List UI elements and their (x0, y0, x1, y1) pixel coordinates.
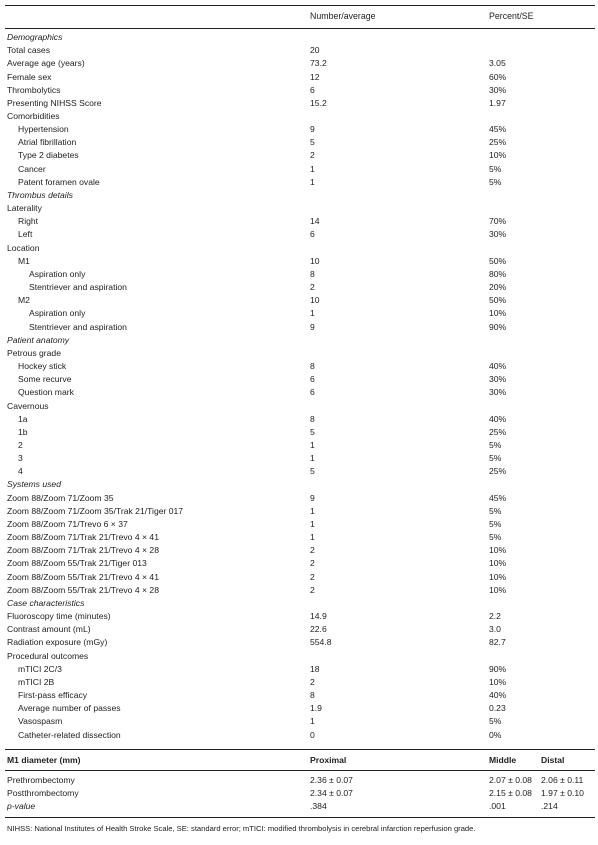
row-label: Presenting NIHSS Score (7, 97, 102, 108)
m1-header-label: M1 diameter (mm) (7, 755, 81, 765)
row-number: 1 (310, 176, 315, 187)
m1-row-middle: 2.07 ± 0.08 (489, 775, 532, 785)
row-number: 22.6 (310, 624, 327, 635)
section-title: Systems used (7, 479, 61, 490)
row-label: Zoom 88/Zoom 71/Zoom 35 (7, 492, 114, 503)
row-percent: 25% (489, 137, 507, 148)
row-label: 2 (18, 440, 23, 450)
table-top-rule (5, 5, 595, 6)
row-percent: 5% (489, 440, 502, 450)
row-percent: 20% (489, 282, 507, 292)
row-percent: 10% (489, 558, 507, 569)
row-percent: 30% (489, 387, 507, 398)
row-label: 4 (18, 466, 23, 477)
row-percent: 45% (489, 124, 507, 135)
row-number: 6 (310, 229, 315, 240)
row-percent: 5% (489, 163, 502, 174)
row-percent: 5% (489, 453, 502, 464)
row-label: Location (7, 242, 40, 253)
row-label: Zoom 88/Zoom 55/Trak 21/Trevo 4 × 41 (7, 571, 159, 582)
row-percent: 25% (489, 466, 507, 477)
row-percent: 30% (489, 84, 507, 95)
row-percent: 0.23 (489, 703, 506, 714)
row-number: 6 (310, 387, 315, 398)
row-label: Cavernous (7, 400, 49, 411)
row-number: 1 (310, 518, 315, 529)
row-label: Procedural outcomes (7, 650, 89, 661)
m1-row-proximal: 2.36 ± 0.07 (310, 775, 353, 785)
row-percent: 10% (489, 584, 507, 595)
row-label: Question mark (18, 387, 74, 398)
row-label: Comorbidities (7, 111, 60, 121)
row-number: 5 (310, 137, 315, 148)
row-label: Zoom 88/Zoom 71/Zoom 35/Trak 21/Tiger 017 (7, 505, 184, 516)
row-label: Zoom 88/Zoom 71/Trevo 6 × 37 (7, 518, 128, 529)
row-number: 18 (310, 663, 320, 674)
row-label: Fluoroscopy time (minutes) (7, 611, 111, 621)
row-label: Zoom 88/Zoom 71/Trak 21/Trevo 4 × 41 (7, 532, 159, 543)
row-number: 1 (310, 532, 315, 543)
row-percent: 10% (489, 308, 507, 319)
row-label: Average number of passes (18, 703, 121, 714)
row-label: Contrast amount (mL) (7, 624, 91, 635)
row-label: 1a (18, 413, 28, 424)
row-number: 6 (310, 84, 315, 95)
row-label: Radiation exposure (mGy) (7, 637, 108, 648)
row-percent: 10% (489, 571, 507, 582)
m1-row-label: Postthrombectomy (7, 788, 79, 799)
row-percent: 10% (489, 150, 507, 161)
row-percent: 1.97 (489, 97, 506, 108)
m1-header-proximal: Proximal (310, 755, 347, 765)
row-percent: 80% (489, 268, 507, 279)
row-label: Zoom 88/Zoom 55/Trak 21/Tiger 013 (7, 558, 147, 569)
row-number: 14.9 (310, 611, 327, 621)
row-label: mTICI 2C/3 (18, 663, 62, 674)
row-label: 1b (18, 426, 28, 437)
row-label: Zoom 88/Zoom 71/Trak 21/Trevo 4 × 28 (7, 545, 159, 556)
m1-row-distal: 1.97 ± 0.10 (541, 788, 584, 799)
row-label: Aspiration only (29, 268, 86, 279)
row-percent: 5% (489, 518, 502, 529)
row-number: 14 (310, 216, 320, 227)
m1-header-middle: Middle (489, 755, 517, 765)
row-label: Laterality (7, 203, 42, 214)
row-label: Zoom 88/Zoom 55/Trak 21/Trevo 4 × 28 (7, 584, 159, 595)
row-label: M1 (18, 255, 30, 266)
footnote: NIHSS: National Institutes of Health Stroke Scale, SE: standard error; mTICI: modified thrombolysis in cerebral infarction reperfusion grade. (7, 824, 476, 833)
row-label: Vasospasm (18, 716, 63, 727)
row-label: First-pass efficacy (18, 690, 88, 700)
m1-row-label: Prethrombectomy (7, 775, 75, 785)
row-percent: 70% (489, 216, 507, 227)
row-percent: 5% (489, 505, 502, 516)
row-label: Catheter-related dissection (18, 729, 121, 740)
column-header-number: Number/average (310, 11, 376, 21)
row-number: 10 (310, 255, 320, 266)
section-title: Demographics (7, 32, 63, 42)
m1-row-label: p-value (7, 801, 36, 812)
row-number: 1 (310, 505, 315, 516)
m1-row-middle: .001 (489, 801, 506, 812)
row-label: Hypertension (18, 124, 69, 135)
row-percent: 30% (489, 374, 507, 385)
m1-row-distal: 2.06 ± 0.11 (541, 775, 584, 785)
m1-row-proximal: 2.34 ± 0.07 (310, 788, 353, 799)
row-number: 2 (310, 571, 315, 582)
row-label: Female sex (7, 71, 52, 82)
row-number: 2 (310, 282, 315, 292)
row-percent: 0% (489, 729, 502, 740)
row-number: 8 (310, 690, 315, 700)
row-number: 1 (310, 453, 315, 464)
row-number: 2 (310, 584, 315, 595)
row-number: 1 (310, 163, 315, 174)
section-title: Patient anatomy (7, 334, 70, 345)
m1-row-distal: .214 (541, 801, 558, 812)
row-number: 9 (310, 321, 315, 332)
row-percent: 50% (489, 255, 507, 266)
row-number: 8 (310, 361, 315, 371)
m1-header-rule (5, 770, 595, 771)
m1-row-middle: 2.15 ± 0.08 (489, 788, 532, 799)
m1-header-distal: Distal (541, 755, 565, 765)
row-percent: 40% (489, 690, 507, 700)
m1-row-proximal: .384 (310, 801, 327, 812)
row-number: 5 (310, 466, 315, 477)
row-percent: 30% (489, 229, 507, 240)
row-percent: 5% (489, 532, 502, 543)
row-percent: 2.2 (489, 611, 501, 621)
row-number: 9 (310, 492, 315, 503)
row-label: Some recurve (18, 374, 72, 385)
row-number: 9 (310, 124, 315, 135)
row-percent: 10% (489, 676, 507, 687)
row-label: Patent foramen ovale (18, 176, 100, 187)
row-number: 8 (310, 268, 315, 279)
row-percent: 5% (489, 716, 502, 727)
m1-top-rule (5, 749, 595, 750)
row-number: 1.9 (310, 703, 322, 714)
row-number: 15.2 (310, 97, 327, 108)
section-title: Case characteristics (7, 597, 85, 608)
header-rule (5, 28, 595, 29)
row-label: Type 2 diabetes (18, 150, 79, 161)
row-label: Left (18, 229, 33, 240)
row-percent: 82.7 (489, 637, 506, 648)
row-label: Hockey stick (18, 361, 67, 371)
row-number: 6 (310, 374, 315, 385)
row-label: Cancer (18, 163, 46, 174)
row-number: 8 (310, 413, 315, 424)
column-header-percent: Percent/SE (489, 11, 534, 21)
row-percent: 3.0 (489, 624, 501, 635)
row-number: 2 (310, 676, 315, 687)
row-number: 554.8 (310, 637, 332, 648)
row-number: 1 (310, 716, 315, 727)
row-label: Total cases (7, 45, 50, 56)
row-label: Stentriever and aspiration (29, 282, 127, 292)
row-number: 12 (310, 71, 320, 82)
row-number: 5 (310, 426, 315, 437)
row-label: Thrombolytics (7, 84, 61, 95)
row-percent: 60% (489, 71, 507, 82)
row-number: 10 (310, 295, 320, 306)
row-number: 2 (310, 558, 315, 569)
row-label: Average age (years) (7, 58, 85, 69)
row-percent: 40% (489, 413, 507, 424)
section-title: Thrombus details (7, 189, 73, 200)
row-percent: 90% (489, 663, 507, 674)
row-number: 73.2 (310, 58, 327, 69)
row-number: 2 (310, 150, 315, 161)
table-bottom-rule (5, 817, 595, 818)
row-number: 20 (310, 45, 320, 56)
row-number: 1 (310, 440, 315, 450)
row-label: mTICI 2B (18, 676, 55, 687)
row-label: Petrous grade (7, 347, 61, 358)
row-label: Aspiration only (29, 308, 86, 319)
row-number: 2 (310, 545, 315, 556)
row-percent: 25% (489, 426, 507, 437)
row-percent: 45% (489, 492, 507, 503)
row-label: M2 (18, 295, 30, 306)
row-percent: 3.05 (489, 58, 506, 69)
row-label: Stentriever and aspiration (29, 321, 127, 332)
row-label: Atrial fibrillation (18, 137, 77, 148)
row-percent: 5% (489, 176, 502, 187)
row-percent: 40% (489, 361, 507, 371)
row-number: 1 (310, 308, 315, 319)
row-percent: 10% (489, 545, 507, 556)
row-label: Right (18, 216, 39, 227)
row-percent: 50% (489, 295, 507, 306)
row-percent: 90% (489, 321, 507, 332)
row-number: 0 (310, 729, 315, 740)
row-label: 3 (18, 453, 23, 464)
